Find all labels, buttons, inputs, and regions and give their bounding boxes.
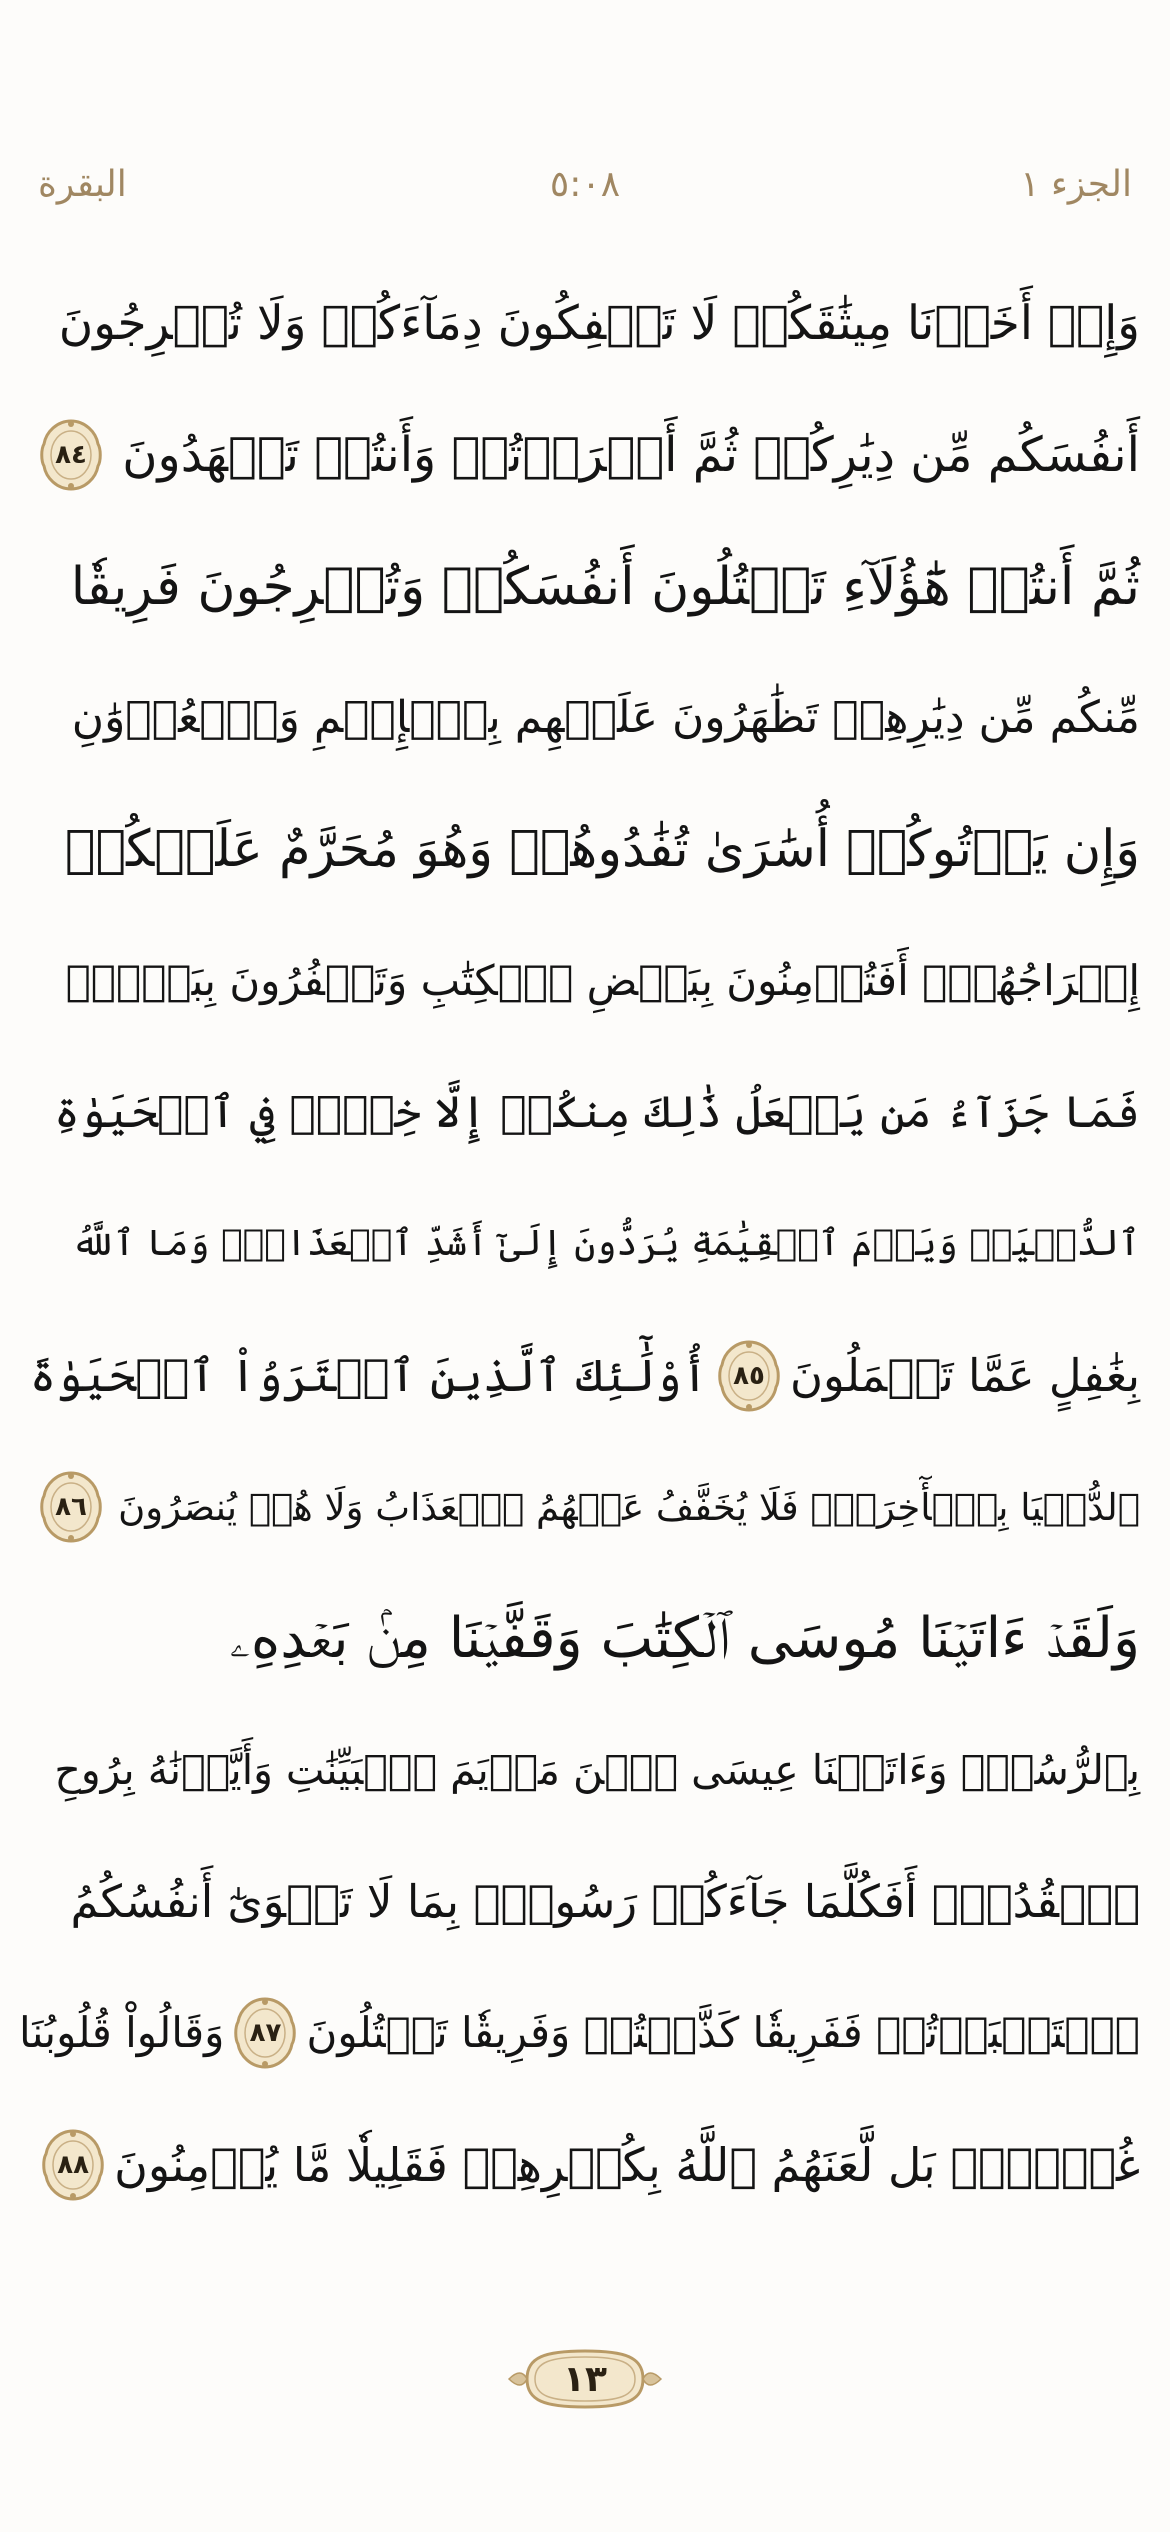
verse-text[interactable]: إِخۡرَاجُهُمۡۚ أَفَتُؤۡمِنُونَ بِبَعۡضِ ٱلۡكِتَٰبِ وَتَكۡفُرُونَ بِبَعۡضٖۚ xyxy=(65,956,1140,1006)
verse-line[interactable] xyxy=(18,1968,1140,2100)
verse-text[interactable]: ٱلدُّنۡيَا بِٱلۡأٓخِرَةِۖ فَلَا يُخَفَّفُ عَنۡهُمُ ٱلۡعَذَابُ وَلَا هُمۡ يُنصَرُونَ xyxy=(118,1485,1140,1529)
verse-line[interactable] xyxy=(30,1836,1140,1968)
ayah-number: ٨٨ xyxy=(57,2149,89,2180)
page-number: ١٣ xyxy=(563,2358,607,2400)
ayah-number-marker[interactable] xyxy=(42,2128,104,2202)
juz-label: الجزء ١ xyxy=(1020,164,1132,205)
verse-line[interactable] xyxy=(30,390,1140,522)
verse-line[interactable] xyxy=(30,521,1140,653)
verse-text[interactable]: ٱسۡتَكۡبَرۡتُمۡ فَفَرِيقٗا كَذَّبۡتُمۡ وَفَرِيقٗا تَقۡتُلُونَ xyxy=(306,2008,1140,2058)
verse-line[interactable] xyxy=(30,1573,1140,1705)
verse-line[interactable] xyxy=(30,1705,1140,1837)
verse-text[interactable]: وَإِن يَأۡتُوكُمۡ أُسَٰرَىٰ تُفَٰدُوهُمۡ وَهُوَ مُحَرَّمٌ عَلَيۡكُمۡ xyxy=(64,820,1140,880)
ayah-number: ٨٦ xyxy=(55,1492,87,1523)
verse-line[interactable] xyxy=(30,653,1140,785)
verse-line[interactable] xyxy=(30,1310,1140,1442)
verse-text[interactable]: أُوْلَٰٓئِكَ ٱلَّذِينَ ٱشۡتَرَوُاْ ٱلۡحَيَوٰةَ xyxy=(29,1349,708,1403)
verse-text[interactable]: وَقَالُواْ قُلُوبُنَا xyxy=(18,2008,225,2058)
ayah-number: ٨٤ xyxy=(55,440,87,471)
quran-page-text[interactable] xyxy=(18,258,1140,2231)
verse-text[interactable]: بِغَٰفِلٍ عَمَّا تَعۡمَلُونَ xyxy=(789,1349,1140,1403)
verse-text[interactable]: بِٱلرُّسُلِۖ وَءَاتَيۡنَا عِيسَى ٱبۡنَ مَرۡيَمَ ٱلۡبَيِّنَٰتِ وَأَيَّدۡنَٰهُ بِرُوحِ xyxy=(54,1745,1140,1794)
verse-text[interactable]: ٱلدُّنۡيَاۖ وَيَوۡمَ ٱلۡقِيَٰمَةِ يُرَدُّونَ إِلَىٰٓ أَشَدِّ ٱلۡعَذَابِۗ وَمَا ٱللَّهُ xyxy=(71,1223,1140,1265)
ayah-number: ٨٧ xyxy=(249,2018,282,2049)
verse-line[interactable] xyxy=(30,258,1140,390)
page-number-badge xyxy=(505,2345,665,2413)
verse-text[interactable]: فَمَا جَزَآءُ مَن يَفۡعَلُ ذَٰلِكَ مِنكُمۡ إِلَّا خِزۡيٞ فِي ٱلۡحَيَوٰةِ xyxy=(53,1086,1140,1138)
verse-text[interactable]: وَلَقَدۡ ءَاتَيۡنَا مُوسَى ٱلۡكِتَٰبَ وَقَفَّيۡنَا مِنۢ بَعۡدِهِۦ xyxy=(229,1605,1140,1671)
status-time: ٥:٠٨ xyxy=(549,164,621,205)
verse-line[interactable] xyxy=(30,1047,1140,1179)
ayah-number: ٨٥ xyxy=(733,1360,765,1391)
verse-line[interactable] xyxy=(30,1179,1140,1311)
verse-text[interactable]: ثُمَّ أَنتُمۡ هَٰٓؤُلَآءِ تَقۡتُلُونَ أَنفُسَكُمۡ وَتُخۡرِجُونَ فَرِيقٗا xyxy=(70,556,1140,617)
ayah-number-marker[interactable] xyxy=(40,418,102,492)
ayah-number-marker[interactable] xyxy=(718,1339,780,1413)
surah-name: البقرة xyxy=(38,164,127,205)
verse-line[interactable] xyxy=(30,2099,1140,2231)
verse-text[interactable]: ٱلۡقُدُسِۗ أَفَكُلَّمَا جَآءَكُمۡ رَسُولُۢ بِمَا لَا تَهۡوَىٰٓ أَنفُسُكُمُ xyxy=(70,1875,1140,1929)
verse-text[interactable]: وَإِذۡ أَخَذۡنَا مِيثَٰقَكُمۡ لَا تَسۡفِكُونَ دِمَآءَكُمۡ وَلَا تُخۡرِجُونَ xyxy=(58,296,1140,352)
verse-text[interactable]: غُلۡفُۢۚ بَل لَّعَنَهُمُ ٱللَّهُ بِكُفۡرِهِمۡ فَقَلِيلٗا مَّا يُؤۡمِنُونَ xyxy=(114,2137,1140,2192)
verse-text[interactable]: مِّنكُم مِّن دِيَٰرِهِمۡ تَظَٰهَرُونَ عَلَيۡهِم بِٱلۡإِثۡمِ وَٱلۡعُدۡوَٰنِ xyxy=(71,692,1140,744)
verse-line[interactable] xyxy=(30,1442,1140,1574)
verse-line[interactable] xyxy=(30,916,1140,1048)
ayah-number-marker[interactable] xyxy=(40,1470,102,1544)
ayah-number-marker[interactable] xyxy=(234,1996,296,2070)
top-header xyxy=(38,150,1132,220)
verse-text[interactable]: أَنفُسَكُم مِّن دِيَٰرِكُمۡ ثُمَّ أَقۡرَرۡتُمۡ وَأَنتُمۡ تَشۡهَدُونَ xyxy=(122,427,1140,484)
verse-line[interactable] xyxy=(30,784,1140,916)
